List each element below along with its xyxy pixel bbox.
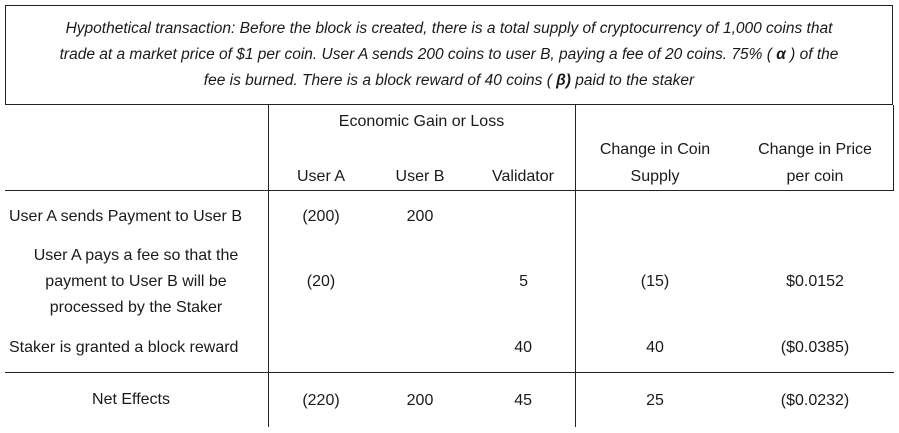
row-label-payment: User A sends Payment to User B	[9, 208, 242, 225]
net-effects-label: Net Effects	[92, 391, 170, 408]
row-label-fee-line1: User A pays a fee so that the	[33, 247, 239, 264]
column-header-price-line1: Change in Price	[758, 141, 872, 158]
column-header-supply-line2: Supply	[630, 168, 680, 185]
header-bottom-rule	[5, 190, 894, 191]
beta-symbol: β)	[556, 72, 571, 89]
net-user-b: 200	[406, 392, 434, 409]
row-reward-price: ($0.0385)	[780, 339, 850, 356]
row-reward-supply: 40	[646, 339, 664, 356]
row-fee-user-a: (20)	[306, 273, 336, 290]
column-header-validator: Validator	[492, 168, 554, 185]
scenario-line-1: Hypothetical transaction: Before the block is created, there is a total supply of cryptocurrency of 1,000 coins that	[65, 20, 833, 37]
column-header-user-b: User B	[395, 168, 445, 185]
row-payment-user-a: (200)	[302, 208, 340, 225]
row-fee-validator: 5	[519, 273, 528, 290]
net-effects-top-rule	[5, 372, 894, 373]
net-supply: 25	[646, 392, 664, 409]
net-price: ($0.0232)	[780, 392, 850, 409]
net-validator: 45	[514, 392, 532, 409]
net-user-a: (220)	[302, 392, 340, 409]
divider-label-column	[268, 105, 269, 427]
column-header-price-line2: per coin	[786, 168, 844, 185]
economic-gain-loss-header: Economic Gain or Loss	[338, 113, 505, 130]
column-header-supply-line1: Change in Coin	[599, 141, 711, 158]
column-header-user-a: User A	[296, 168, 345, 185]
row-fee-supply: (15)	[640, 273, 670, 290]
row-payment-user-b: 200	[406, 208, 434, 225]
row-reward-validator: 40	[514, 339, 532, 356]
alpha-symbol: α	[776, 46, 786, 63]
scenario-line-3: fee is burned. There is a block reward of 40 coins ( β) paid to the staker	[203, 72, 695, 89]
row-label-block-reward: Staker is granted a block reward	[9, 339, 239, 356]
scenario-description	[5, 5, 893, 105]
scenario-line-2: trade at a market price of $1 per coin. User A sends 200 coins to user B, paying a fee of 20 coins. 75% ( α ) of the	[59, 46, 839, 63]
row-label-fee-line2: payment to User B will be	[45, 273, 227, 290]
row-label-fee-line3: processed by the Staker	[49, 299, 223, 316]
row-fee-price: $0.0152	[786, 273, 844, 290]
